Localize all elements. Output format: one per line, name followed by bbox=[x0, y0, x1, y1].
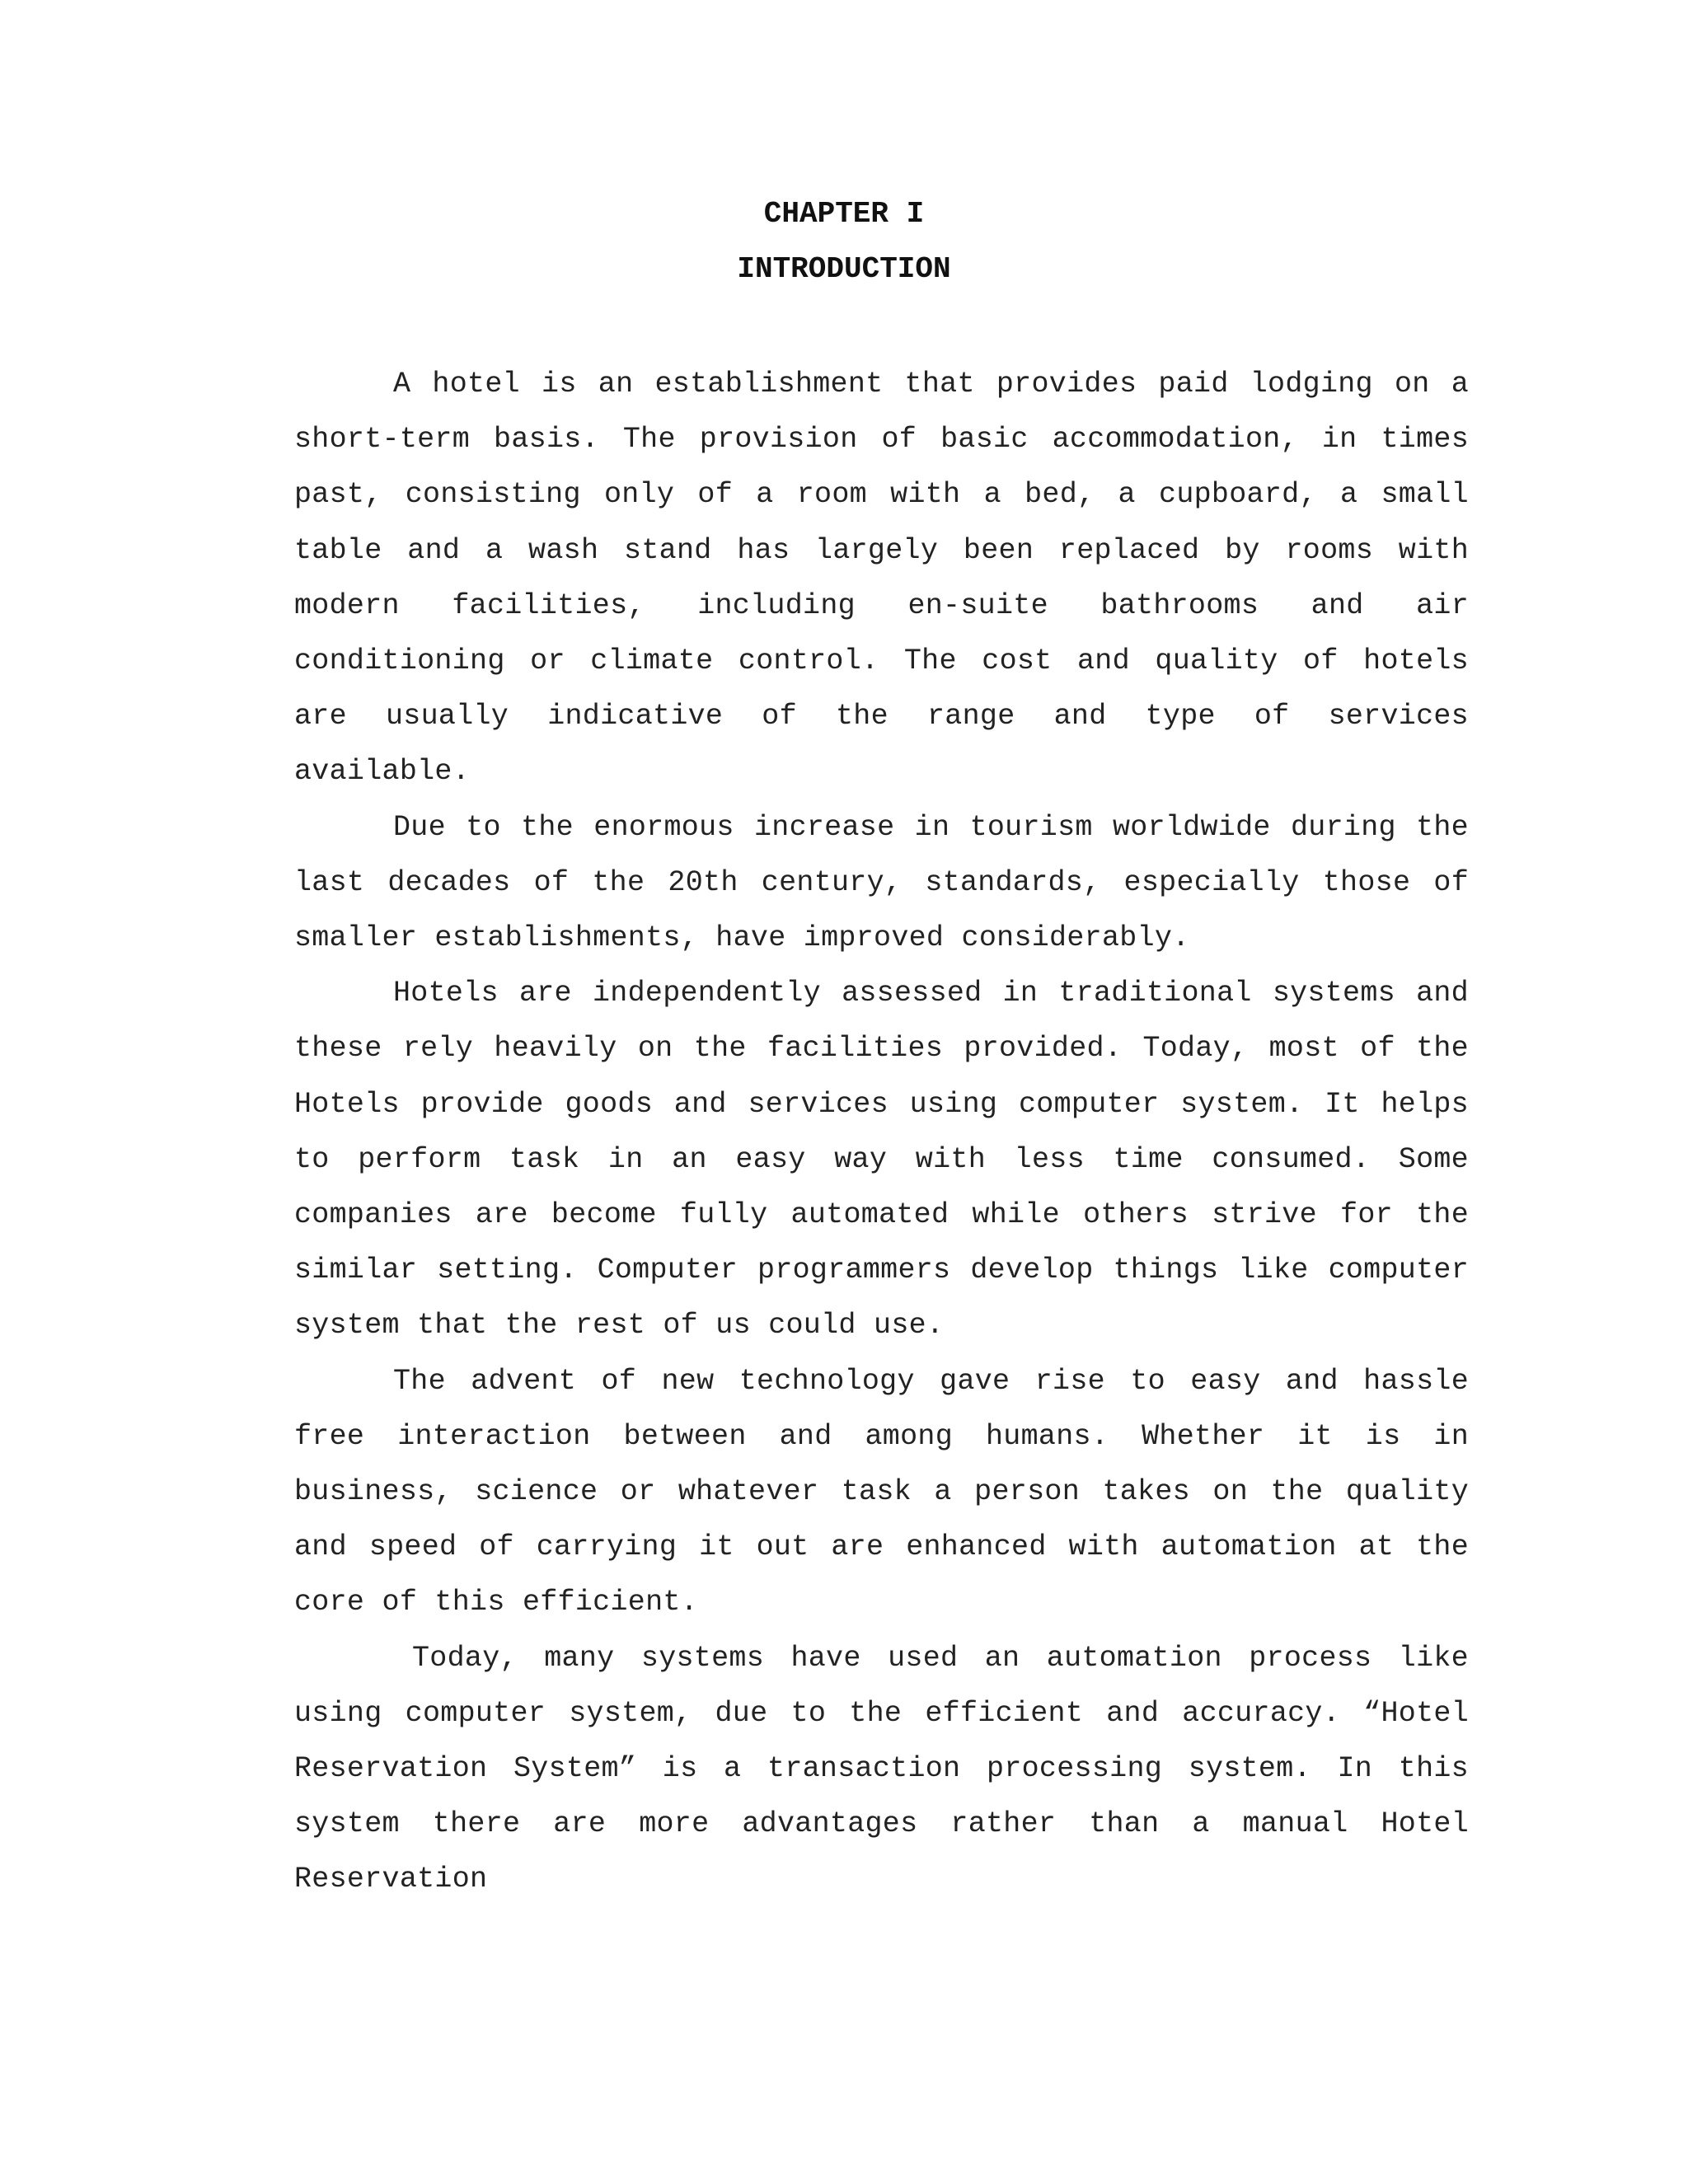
paragraph-tourism-increase: Due to the enormous increase in tourism worldwide during the last decades of the 20th century, standards, especially those of smaller establishments, have improved considerably. bbox=[294, 810, 1469, 955]
body-text bbox=[294, 357, 1469, 1908]
chapter-title: INTRODUCTION bbox=[737, 252, 951, 286]
paragraph-reservation-system: Today, many systems have used an automation process like using computer system, due to the efficient and accuracy. “Hotel Reservation System” is a transaction processing system. In this system there are more advantages rather than a manual Hotel Reservation bbox=[294, 1641, 1469, 1896]
paragraph-hotel-assessment: Hotels are independently assessed in traditional systems and these rely heavily on the facilities provided. Today, most of the Hotels provide goods and services using computer system. It helps to perform task in an easy way with less time consumed. Some companies are become fully automated while others strive for the similar setting. Computer programmers develop things like computer system that the rest of us could use. bbox=[294, 977, 1469, 1343]
paragraph-hotel-definition: A hotel is an establishment that provides paid lodging on a short-term basis. The provision of basic accommodation, in times past, consisting only of a room with a bed, a cupboard, a small table and a wash stand has largely been replaced by rooms with modern facilities, including en-suite bathrooms and air conditioning or climate control. The cost and quality of hotels are usually indicative of the range and type of services available. bbox=[294, 368, 1469, 789]
chapter-number: CHAPTER I bbox=[763, 197, 925, 231]
paragraph-new-technology: The advent of new technology gave rise to easy and hassle free interaction between and among humans. Whether it is in business, science or whatever task a person takes on the quality and speed of carrying it out are enhanced with automation at the core of this efficient. bbox=[294, 1364, 1469, 1619]
